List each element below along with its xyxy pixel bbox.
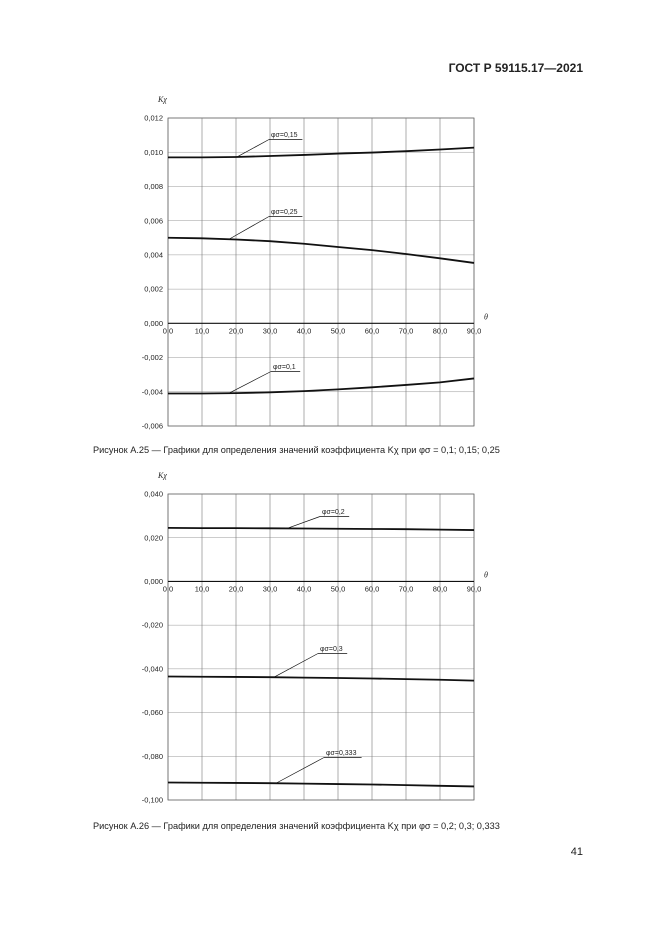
series-line <box>168 528 474 530</box>
y-tick-label: 0,004 <box>144 250 163 260</box>
plot-frame <box>168 118 474 426</box>
series-label: φσ=0,1 <box>273 364 296 371</box>
figure-caption-a26: Рисунок А.26 — Графики для определения значений коэффициента Kχ при φσ = 0,2; 0,3; 0,333 <box>93 821 500 831</box>
page-number: 41 <box>570 846 583 858</box>
series-line <box>168 238 474 263</box>
x-axis-label: θ <box>484 570 488 580</box>
x-axis-label: θ <box>484 312 488 322</box>
label-leader-line <box>237 140 269 157</box>
series-label: φσ=0,25 <box>271 209 298 216</box>
y-axis-label: Kχ <box>158 95 167 104</box>
y-tick-label: -0,006 <box>141 421 163 431</box>
x-tick-label: 20,0 <box>228 584 244 594</box>
x-tick-label: 80,0 <box>432 584 448 594</box>
label-leader-line <box>229 217 269 240</box>
y-tick-label: -0,100 <box>141 795 163 805</box>
series-label: φσ=0,3 <box>320 646 343 653</box>
y-tick-label: -0,020 <box>141 620 163 630</box>
y-tick-label: 0,020 <box>144 533 163 543</box>
y-axis-label: Kχ <box>158 471 167 480</box>
x-tick-label: 90,0 <box>466 326 482 336</box>
x-tick-label: 90,0 <box>466 584 482 594</box>
y-tick-label: 0,000 <box>144 318 163 328</box>
x-tick-label: 30,0 <box>262 326 278 336</box>
document-header: ГОСТ Р 59115.17—2021 <box>448 61 583 75</box>
x-tick-label: 50,0 <box>330 584 346 594</box>
x-tick-label: 0,0 <box>162 326 174 336</box>
y-tick-label: -0,060 <box>141 708 163 718</box>
x-tick-label: 70,0 <box>398 584 414 594</box>
chart-figure-a26 <box>0 468 661 818</box>
series-label: φσ=0,15 <box>271 132 298 139</box>
x-tick-label: 0,0 <box>162 584 174 594</box>
x-tick-label: 50,0 <box>330 326 346 336</box>
y-tick-label: -0,004 <box>141 387 163 397</box>
y-tick-label: 0,010 <box>144 147 163 157</box>
series-line <box>168 677 474 681</box>
label-leader-line <box>274 654 318 678</box>
series-line <box>168 148 474 158</box>
y-tick-label: 0,002 <box>144 284 163 294</box>
series-line <box>168 783 474 787</box>
x-tick-label: 70,0 <box>398 326 414 336</box>
y-tick-label: 0,000 <box>144 577 163 587</box>
x-tick-label: 10,0 <box>194 584 210 594</box>
x-tick-label: 30,0 <box>262 584 278 594</box>
x-tick-label: 60,0 <box>364 584 380 594</box>
label-leader-line <box>229 372 271 394</box>
y-tick-label: -0,080 <box>141 751 163 761</box>
x-tick-label: 40,0 <box>296 326 312 336</box>
series-label: φσ=0,2 <box>322 509 345 516</box>
y-tick-label: 0,008 <box>144 182 163 192</box>
x-tick-label: 40,0 <box>296 584 312 594</box>
x-tick-label: 60,0 <box>364 326 380 336</box>
figure-caption-a25: Рисунок А.25 — Графики для определения значений коэффициента Kχ при φσ = 0,1; 0,15; 0,25 <box>93 445 500 455</box>
series-line <box>168 378 474 393</box>
x-tick-label: 10,0 <box>194 326 210 336</box>
chart-figure-a25 <box>0 88 661 438</box>
y-tick-label: 0,012 <box>144 113 163 123</box>
series-label: φσ=0,333 <box>326 750 357 757</box>
label-leader-line <box>276 758 324 784</box>
y-tick-label: -0,040 <box>141 664 163 674</box>
y-tick-label: -0,002 <box>141 353 163 363</box>
y-tick-label: 0,006 <box>144 216 163 226</box>
x-tick-label: 20,0 <box>228 326 244 336</box>
x-tick-label: 80,0 <box>432 326 448 336</box>
label-leader-line <box>287 517 320 529</box>
y-tick-label: 0,040 <box>144 489 163 499</box>
